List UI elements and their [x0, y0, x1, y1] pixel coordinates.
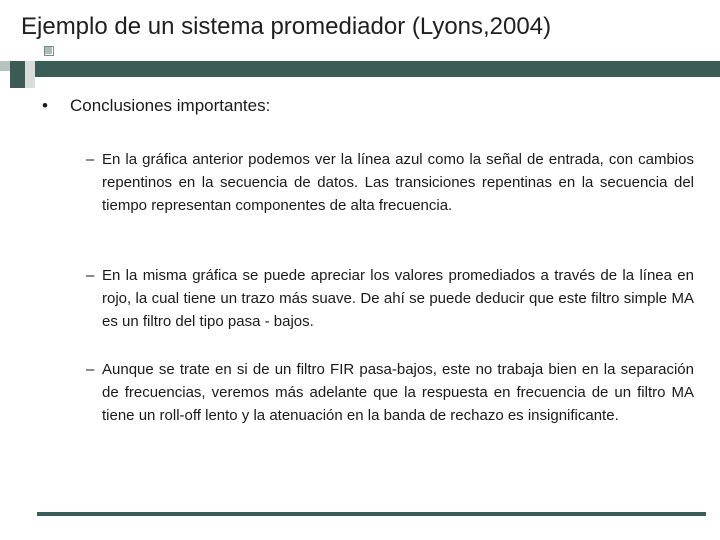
bullet-marker: • [42, 96, 48, 115]
decorative-small-square [45, 47, 52, 54]
footer-divider-bar [37, 512, 706, 516]
sub-bullet-item [80, 358, 694, 427]
slide-title: Ejemplo de un sistema promediador (Lyons,2004) [21, 13, 552, 40]
sub-bullet-text: En la misma gráfica se puede apreciar los valores promediados a través de la línea en rojo, la cual tiene un trazo más suave. De ahí se puede deducir que este filtro simple MA es un filtro del tipo pasa - bajos. [102, 267, 694, 330]
bullet-text: Conclusiones importantes: [70, 96, 271, 115]
main-bullet [42, 95, 270, 117]
sub-bullet-item [80, 148, 694, 217]
sub-bullet-marker: – [86, 151, 95, 168]
sub-bullet-marker: – [86, 361, 95, 378]
decorative-stripe [0, 61, 10, 71]
sub-bullet-text: En la gráfica anterior podemos ver la línea azul como la señal de entrada, con cambios repentinos en la secuencia de datos. Las transiciones repentinas en la secuencia del tiempo representan componentes de alta frecuencia. [102, 151, 694, 214]
sub-bullet-item [80, 264, 694, 333]
decorative-light-square [25, 61, 35, 88]
header-divider-bar [35, 61, 720, 77]
sub-bullet-text: Aunque se trate en si de un filtro FIR pasa-bajos, este no trabaja bien en la separación de frecuencias, veremos más adelante que la respuesta en frecuencia de un filtro MA tiene un roll-off lento y la atenuación en la banda de rechazo es insignificante. [102, 361, 694, 424]
decorative-dark-square [10, 61, 25, 88]
sub-bullet-marker: – [86, 267, 95, 284]
